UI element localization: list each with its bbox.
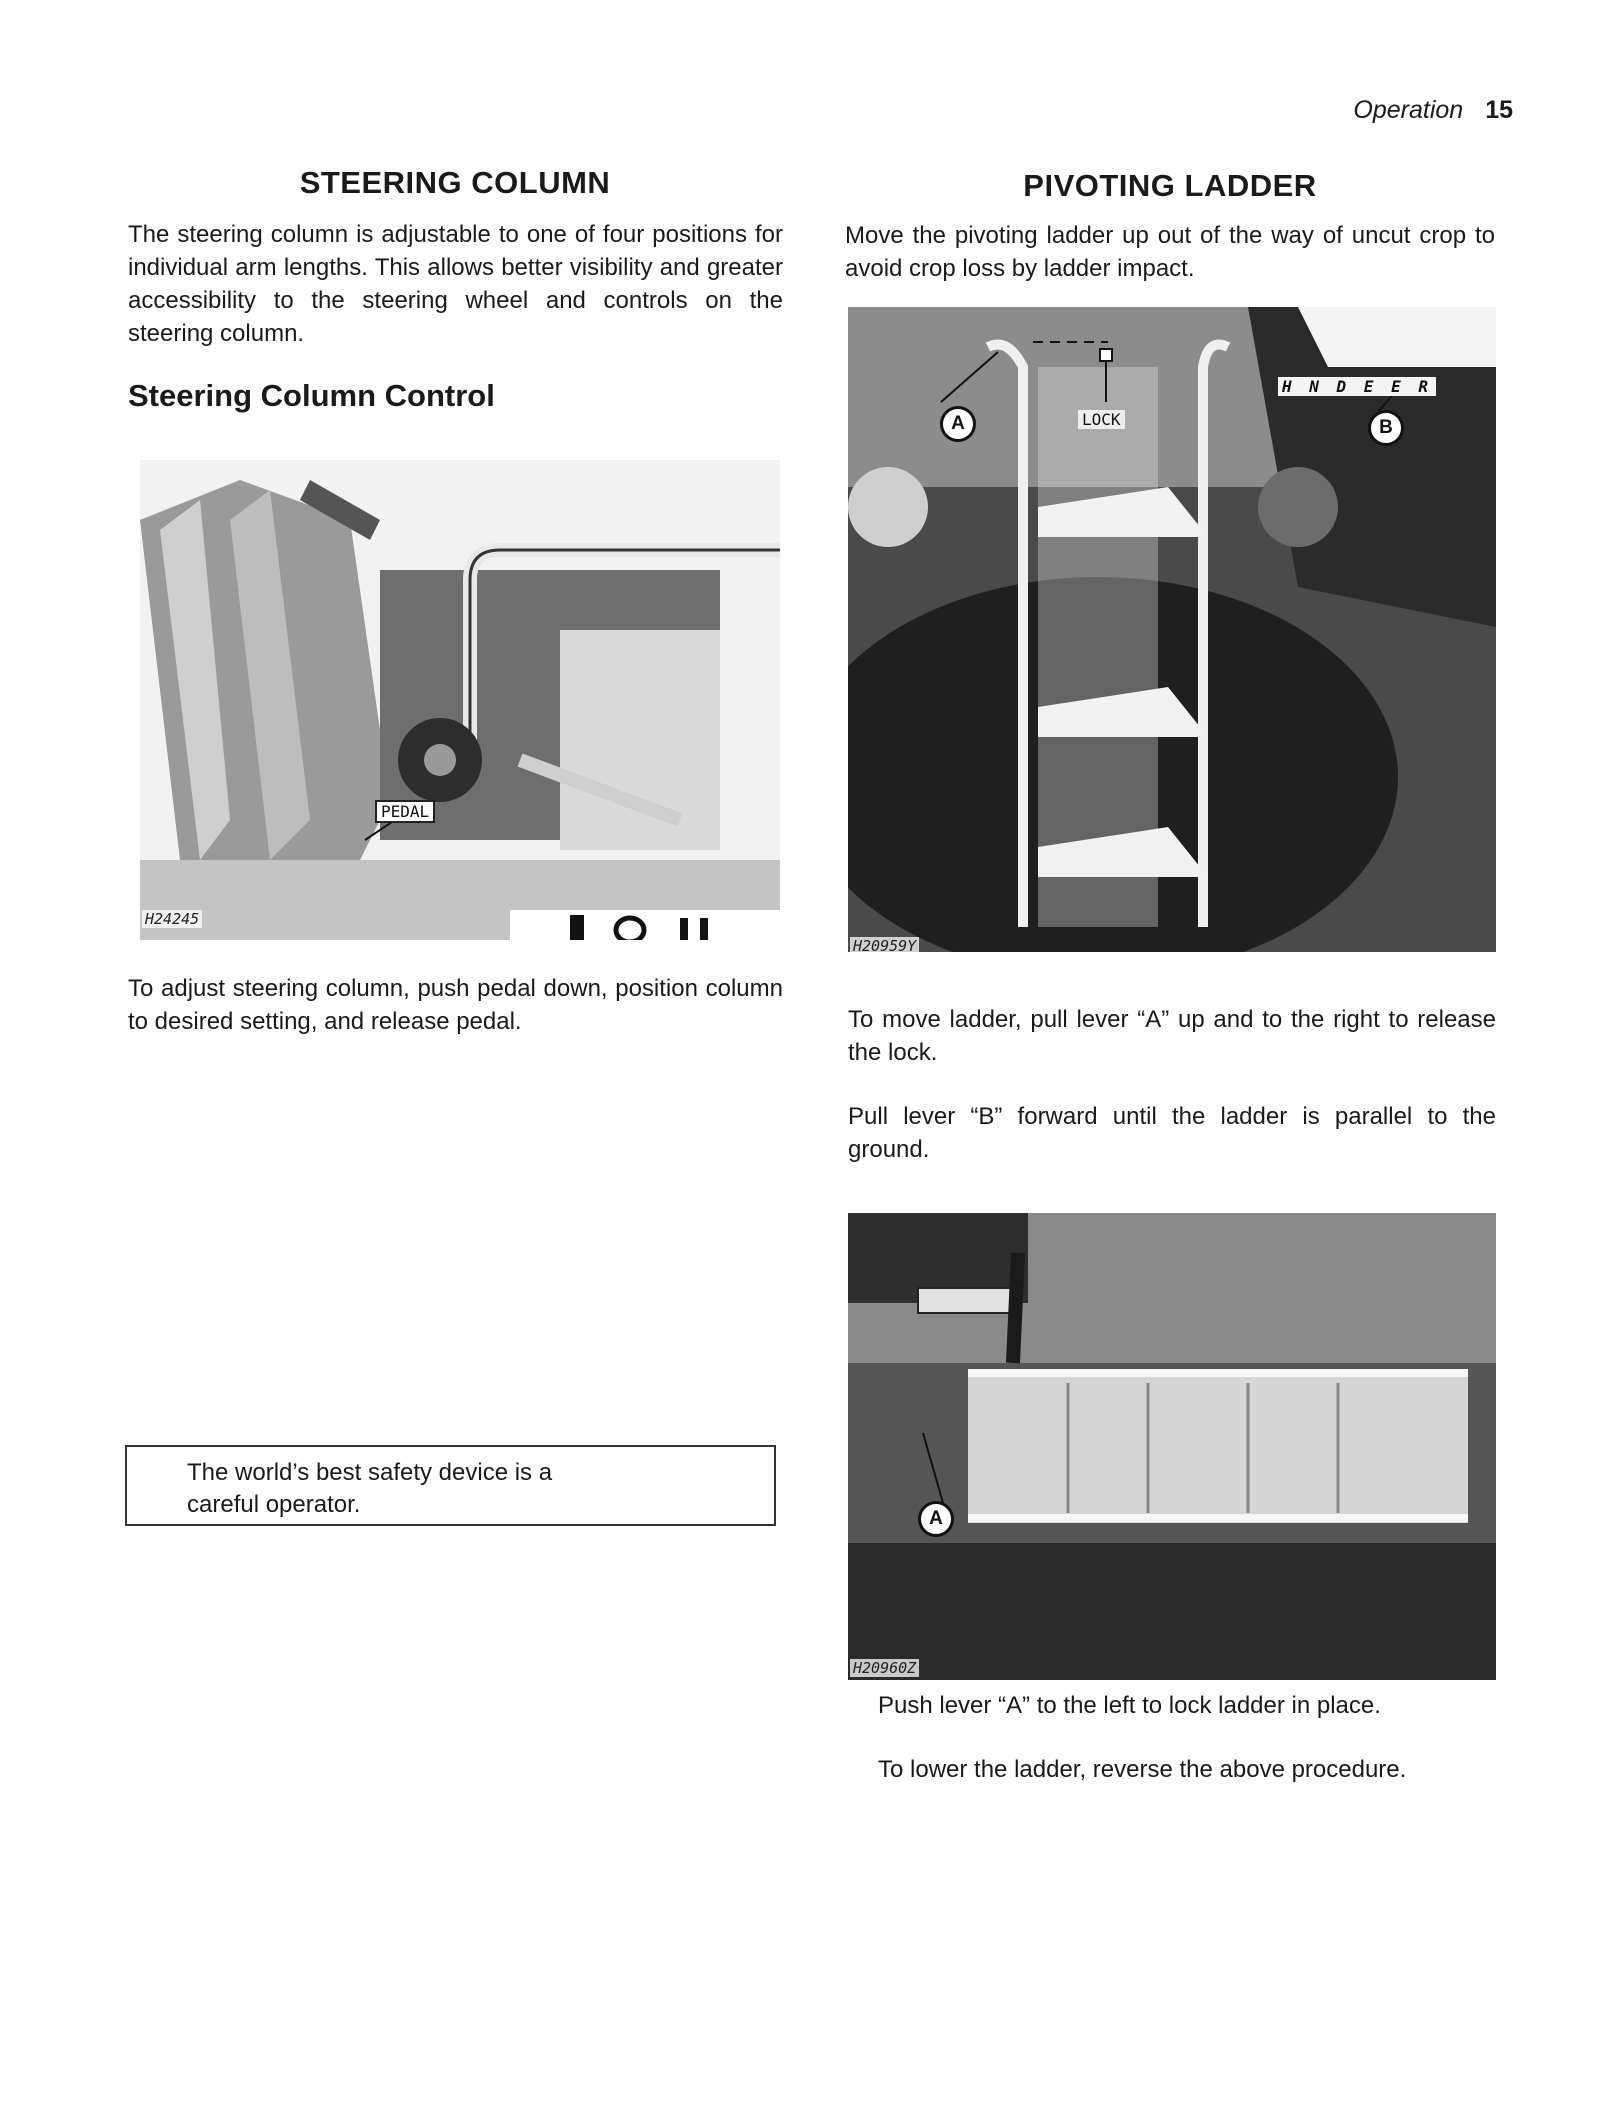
ladder-photo2-code: H20960Z: [850, 1659, 919, 1677]
page-number: 15: [1485, 96, 1513, 124]
steering-intro: The steering column is adjustable to one of four positions for individual arm lengths. This allows better visibility and greater accessibility to the steering wheel and controls on the steering column.: [128, 221, 783, 347]
safety-note: The world’s best safety device is a careful operator.: [187, 1459, 553, 1518]
deere-decal: H N D E E R: [1278, 377, 1436, 396]
ladder-step-1: To move ladder, pull lever “A” up and to the right to release the lock.: [848, 1006, 1496, 1066]
ladder-step-2: Pull lever “B” forward until the ladder is parallel to the ground.: [848, 1103, 1496, 1163]
callout-b: B: [1368, 410, 1404, 446]
steering-column-photo: [140, 460, 780, 940]
steering-column-title: STEERING COLUMN: [299, 165, 611, 200]
callout-a-raised: A: [940, 406, 976, 442]
pedal-label: PEDAL: [375, 800, 435, 823]
steering-control-heading: Steering Column Control: [128, 378, 495, 413]
ladder-intro: Move the pivoting ladder up out of the way of uncut crop to avoid crop loss by ladder impact.: [845, 222, 1495, 282]
ladder-photo-lowered: [848, 1213, 1496, 1680]
steering-photo-code: H24245: [142, 910, 202, 928]
callout-a-lowered: A: [918, 1501, 954, 1537]
ladder-photo-raised: [848, 307, 1496, 952]
ladder-photo1-code: H20959Y: [850, 937, 919, 952]
section-name: Operation: [1353, 96, 1464, 124]
lock-label: LOCK: [1078, 410, 1125, 429]
ladder-step-4: To lower the ladder, reverse the above procedure.: [878, 1756, 1407, 1783]
pivoting-ladder-title: PIVOTING LADDER: [1023, 168, 1317, 203]
ladder-step-3: Push lever “A” to the left to lock ladder in place.: [878, 1692, 1381, 1719]
running-head: [1353, 96, 1513, 125]
steering-caption: To adjust steering column, push pedal down, position column to desired setting, and release pedal.: [128, 975, 783, 1035]
safety-note-box: [125, 1445, 776, 1526]
